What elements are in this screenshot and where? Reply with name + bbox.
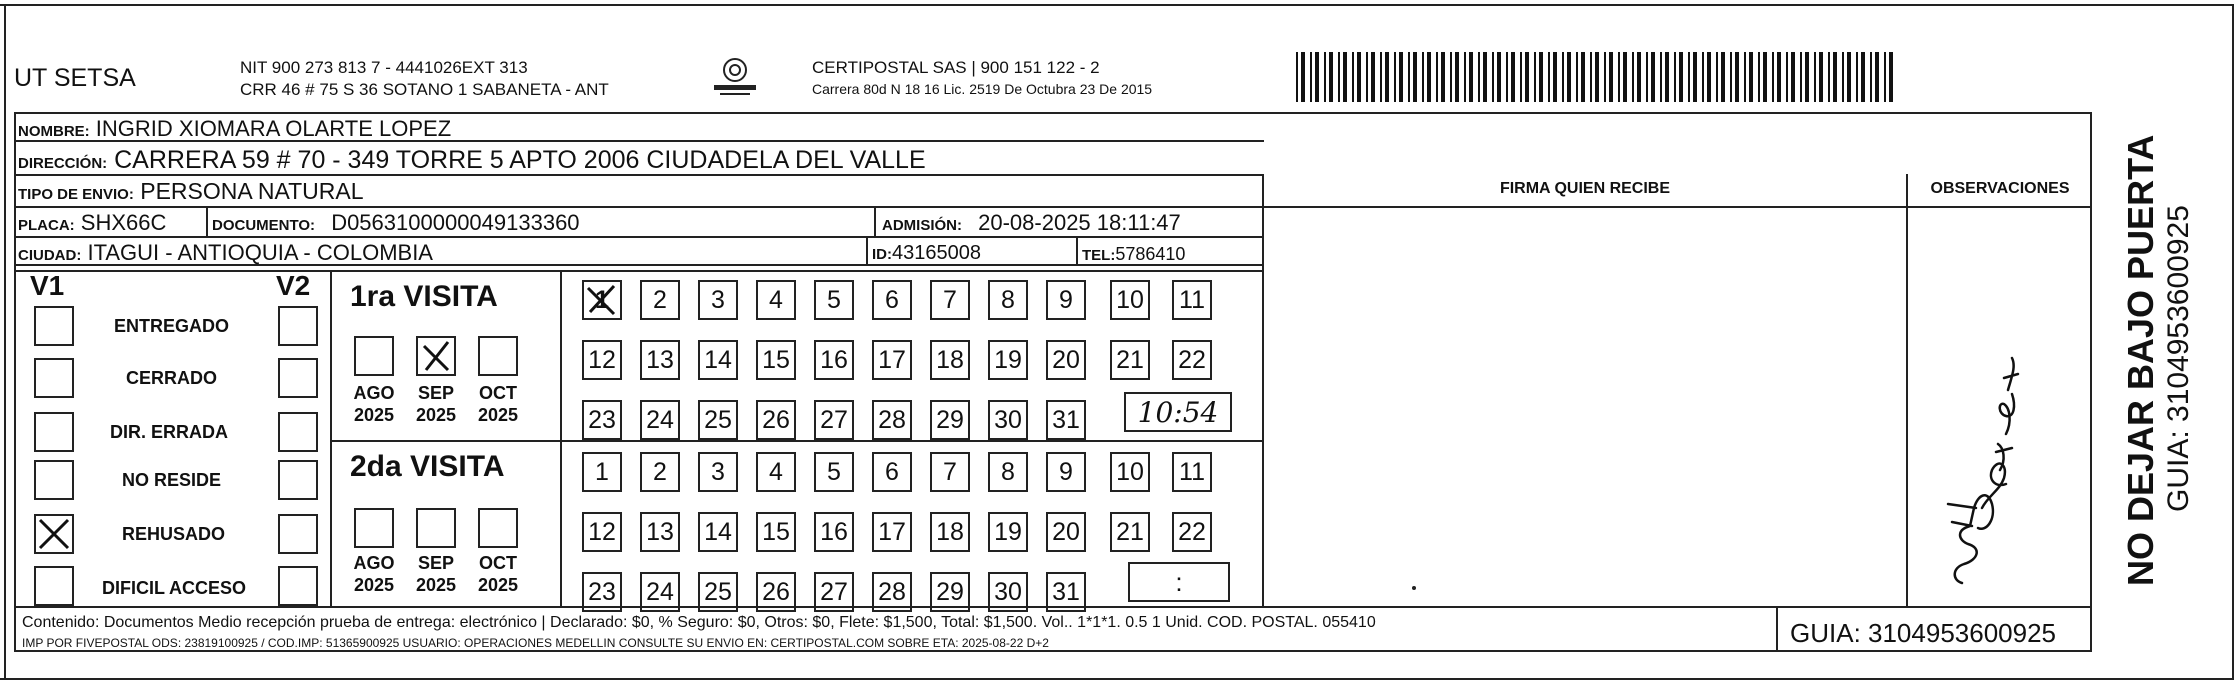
id-field — [872, 242, 981, 265]
signature-area[interactable] — [1264, 208, 1906, 606]
visit2-day-20[interactable]: 20 — [1046, 512, 1086, 552]
visit1-day-2[interactable]: 2 — [640, 280, 680, 320]
v1-label: V1 — [30, 270, 65, 301]
left-edge — [4, 4, 6, 679]
visit1-day-31[interactable]: 31 — [1046, 400, 1086, 440]
visit1-day-17[interactable]: 17 — [872, 340, 912, 380]
right-edge — [2232, 4, 2234, 679]
placa-label: PLACA: — [18, 217, 75, 234]
visit2-day-3[interactable]: 3 — [698, 452, 738, 492]
visit2-day-2[interactable]: 2 — [640, 452, 680, 492]
visit1-day-24[interactable]: 24 — [640, 400, 680, 440]
v1-checkbox-dir-errada[interactable] — [34, 412, 74, 452]
admision-label: ADMISIÓN: — [882, 217, 962, 234]
ciudad-label: CIUDAD: — [18, 247, 82, 264]
placa-value: SHX66C — [80, 210, 167, 235]
visit1-title: 1ra VISITA — [350, 280, 498, 313]
visit1-month-sep-checkbox[interactable] — [416, 336, 456, 376]
id-label: ID: — [872, 246, 892, 263]
placa-field — [18, 210, 166, 236]
visit-divider — [330, 440, 1262, 442]
observations-area[interactable] — [1908, 208, 2092, 606]
visit1-day-23[interactable]: 23 — [582, 400, 622, 440]
visit2-day-6[interactable]: 6 — [872, 452, 912, 492]
month-name: SEP — [417, 553, 455, 573]
visit1-day-19[interactable]: 19 — [988, 340, 1028, 380]
visit1-month-sep-label — [406, 382, 466, 426]
visit1-day-18[interactable]: 18 — [930, 340, 970, 380]
visit1-day-4[interactable]: 4 — [756, 280, 796, 320]
row-line — [14, 270, 1264, 272]
visit1-day-10[interactable]: 10 — [1110, 280, 1150, 320]
company-name: UT SETSA — [14, 64, 136, 92]
no-dejar-warning: NO DEJAR BAJO PUERTA — [2120, 134, 2161, 586]
visit2-day-29[interactable]: 29 — [930, 572, 970, 612]
visit2-time-field[interactable]: : — [1128, 562, 1230, 602]
documento-label: DOCUMENTO: — [212, 217, 316, 234]
visit1-day-21[interactable]: 21 — [1110, 340, 1150, 380]
month-year: 2025 — [415, 405, 457, 425]
visit1-day-20[interactable]: 20 — [1046, 340, 1086, 380]
visit2-day-17[interactable]: 17 — [872, 512, 912, 552]
month-name: AGO — [353, 553, 395, 573]
visit1-day-14[interactable]: 14 — [698, 340, 738, 380]
nombre-value: INGRID XIOMARA OLARTE LOPEZ — [95, 116, 452, 141]
visit2-month-sep-label — [406, 552, 466, 596]
month-year: 2025 — [477, 405, 519, 425]
month-name: SEP — [417, 383, 455, 403]
footer-guia: GUIA: 3104953600925 — [1790, 618, 2056, 648]
direccion-value: CARRERA 59 # 70 - 349 TORRE 5 APTO 2006 CIUDADELA DEL VALLE — [114, 146, 926, 174]
v1-checkbox-rehusado[interactable] — [34, 514, 74, 554]
v2-checkbox-dificil-acceso[interactable] — [278, 566, 318, 606]
tel-label: TEL: — [1082, 247, 1116, 264]
visit1-day-27[interactable]: 27 — [814, 400, 854, 440]
visit2-day-23[interactable]: 23 — [582, 572, 622, 612]
visit2-day-9[interactable]: 9 — [1046, 452, 1086, 492]
direccion-field — [18, 146, 926, 175]
visit2-day-19[interactable]: 19 — [988, 512, 1028, 552]
visit2-day-18[interactable]: 18 — [930, 512, 970, 552]
footer-imp-line: IMP POR FIVEPOSTAL ODS: 23819100925 / COD.IMP: 51365900925 USUARIO: OPERACIONES MEDELLIN CONSULTE SU ENVIO EN: CERTIPOSTAL.COM SOBRE ETA: 2025-08-22 D+2 — [22, 636, 1049, 650]
barcode — [1296, 52, 1896, 102]
top-edge — [0, 4, 2234, 6]
bottom-edge — [0, 678, 2234, 680]
visit2-day-4[interactable]: 4 — [756, 452, 796, 492]
visit2-day-22[interactable]: 22 — [1172, 512, 1212, 552]
col-line — [560, 270, 562, 606]
v1-checkbox-dificil-acceso[interactable] — [34, 566, 74, 606]
visit1-time-field[interactable]: 10:54 — [1124, 392, 1232, 432]
tipo-field — [18, 178, 364, 205]
visit1-month-ago-label — [344, 382, 404, 426]
visit2-day-10[interactable]: 10 — [1110, 452, 1150, 492]
visit2-day-28[interactable]: 28 — [872, 572, 912, 612]
visit1-day-3[interactable]: 3 — [698, 280, 738, 320]
col-line — [330, 270, 332, 606]
visit1-day-13[interactable]: 13 — [640, 340, 680, 380]
month-name: AGO — [353, 383, 395, 403]
option-label: DIR. ERRADA — [110, 422, 229, 442]
handwritten-signature — [1908, 208, 2092, 606]
visit1-day-7[interactable]: 7 — [930, 280, 970, 320]
col-line — [1776, 606, 1778, 652]
v1-checkbox-cerrado[interactable] — [34, 358, 74, 398]
signature-dot — [1412, 586, 1416, 590]
visit2-day-24[interactable]: 24 — [640, 572, 680, 612]
v2-checkbox-entregado[interactable] — [278, 306, 318, 346]
option-label: DIFICIL ACCESO — [102, 578, 247, 598]
visit1-day-30[interactable]: 30 — [988, 400, 1028, 440]
check-mark-icon — [36, 516, 72, 552]
visit2-month-oct-checkbox[interactable] — [478, 508, 518, 548]
visit1-day-16[interactable]: 16 — [814, 340, 854, 380]
admision-field — [882, 210, 1181, 236]
visit1-day-6[interactable]: 6 — [872, 280, 912, 320]
col-line — [874, 206, 876, 236]
visit1-day-1[interactable] — [582, 280, 622, 320]
firma-label: FIRMA QUIEN RECIBE — [1499, 180, 1671, 197]
tel-field — [1082, 244, 1185, 265]
visit2-day-21[interactable]: 21 — [1110, 512, 1150, 552]
id-value: 43165008 — [892, 242, 981, 264]
observaciones-label: OBSERVACIONES — [1930, 180, 2070, 197]
visit2-day-5[interactable]: 5 — [814, 452, 854, 492]
visit1-day-25[interactable]: 25 — [698, 400, 738, 440]
month-year: 2025 — [415, 575, 457, 595]
v2-checkbox-no-reside[interactable] — [278, 460, 318, 500]
nombre-field — [18, 116, 451, 142]
visit1-month-oct-label — [468, 382, 528, 426]
side-guia: GUIA: 3104953600925 — [2162, 205, 2195, 512]
visit2-day-14[interactable]: 14 — [698, 512, 738, 552]
nombre-label: NOMBRE: — [18, 123, 90, 140]
visit1-day-11[interactable]: 11 — [1172, 280, 1212, 320]
v2-label: V2 — [276, 270, 311, 301]
month-name: OCT — [479, 553, 517, 573]
tel-value: 5786410 — [1115, 244, 1186, 264]
direccion-label: DIRECCIÓN: — [18, 155, 108, 172]
visit2-title: 2da VISITA — [350, 450, 505, 483]
visit2-day-16[interactable]: 16 — [814, 512, 854, 552]
certipostal-license: Carrera 80d N 18 16 Lic. 2519 De Octubra 23 De 2015 — [812, 81, 1153, 97]
option-label: ENTREGADO — [114, 316, 230, 336]
v2-checkbox-rehusado[interactable] — [278, 514, 318, 554]
admision-value: 20-08-2025 18:11:47 — [978, 210, 1181, 235]
visit2-day-13[interactable]: 13 — [640, 512, 680, 552]
month-year: 2025 — [477, 575, 519, 595]
visit1-month-ago-checkbox[interactable] — [354, 336, 394, 376]
address-line: CRR 46 # 75 S 36 SOTANO 1 SABANETA - ANT — [240, 80, 609, 99]
col-line — [206, 206, 208, 236]
visit2-month-ago-checkbox[interactable] — [354, 508, 394, 548]
visit2-day-8[interactable]: 8 — [988, 452, 1028, 492]
footer-content-line: Contenido: Documentos Medio recepción prueba de entrega: electrónico | Declarado: $0, % Seguro: $0, Otros: $0, Flete: $1,500, Total: $1,500. Vol.. 1*1*1. 0.5 1 Unid. COD. POSTAL. 055410 — [22, 614, 1376, 631]
ciudad-field — [18, 240, 433, 266]
v2-checkbox-dir-errada[interactable] — [278, 412, 318, 452]
visit2-day-25[interactable]: 25 — [698, 572, 738, 612]
visit2-day-26[interactable]: 26 — [756, 572, 796, 612]
v1-checkbox-entregado[interactable] — [34, 306, 74, 346]
tipo-value: PERSONA NATURAL — [140, 178, 364, 204]
visit1-day-29[interactable]: 29 — [930, 400, 970, 440]
visit2-day-12[interactable]: 12 — [582, 512, 622, 552]
month-year: 2025 — [353, 405, 395, 425]
documento-field — [212, 210, 580, 236]
tipo-label: TIPO DE ENVIO: — [18, 186, 134, 203]
nit-line: NIT 900 273 813 7 - 4441026EXT 313 — [240, 58, 528, 77]
visit1-day-8[interactable]: 8 — [988, 280, 1028, 320]
ciudad-value: ITAGUI - ANTIOQUIA - COLOMBIA — [87, 240, 433, 265]
month-name: OCT — [479, 383, 517, 403]
visit1-day-12[interactable]: 12 — [582, 340, 622, 380]
visit1-month-oct-checkbox[interactable] — [478, 336, 518, 376]
certipostal-line: CERTIPOSTAL SAS | 900 151 122 - 2 — [812, 58, 1100, 77]
day-number: 1 — [595, 285, 609, 314]
certipostal-logo — [706, 56, 764, 100]
visit2-day-1[interactable]: 1 — [582, 452, 622, 492]
visit2-day-7[interactable]: 7 — [930, 452, 970, 492]
month-year: 2025 — [353, 575, 395, 595]
visit2-day-27[interactable]: 27 — [814, 572, 854, 612]
visit2-day-30[interactable]: 30 — [988, 572, 1028, 612]
option-label: CERRADO — [126, 368, 218, 388]
col-line — [866, 236, 868, 266]
documento-value: D0563100000049133360 — [331, 210, 580, 235]
visit2-day-31[interactable]: 31 — [1046, 572, 1086, 612]
visit2-month-ago-label — [344, 552, 404, 596]
visit1-day-28[interactable]: 28 — [872, 400, 912, 440]
visit1-day-26[interactable]: 26 — [756, 400, 796, 440]
visit1-day-5[interactable]: 5 — [814, 280, 854, 320]
visit2-day-11[interactable]: 11 — [1172, 452, 1212, 492]
option-label: NO RESIDE — [122, 470, 222, 490]
visit2-month-sep-checkbox[interactable] — [416, 508, 456, 548]
check-mark-icon — [584, 282, 620, 318]
visit2-day-15[interactable]: 15 — [756, 512, 796, 552]
col-line — [1076, 236, 1078, 266]
option-label: REHUSADO — [122, 524, 226, 544]
visit1-day-9[interactable]: 9 — [1046, 280, 1086, 320]
check-mark-icon — [418, 338, 454, 374]
visit1-day-15[interactable]: 15 — [756, 340, 796, 380]
v1-checkbox-no-reside[interactable] — [34, 460, 74, 500]
v2-checkbox-cerrado[interactable] — [278, 358, 318, 398]
visit1-day-22[interactable]: 22 — [1172, 340, 1212, 380]
visit2-month-oct-label — [468, 552, 528, 596]
